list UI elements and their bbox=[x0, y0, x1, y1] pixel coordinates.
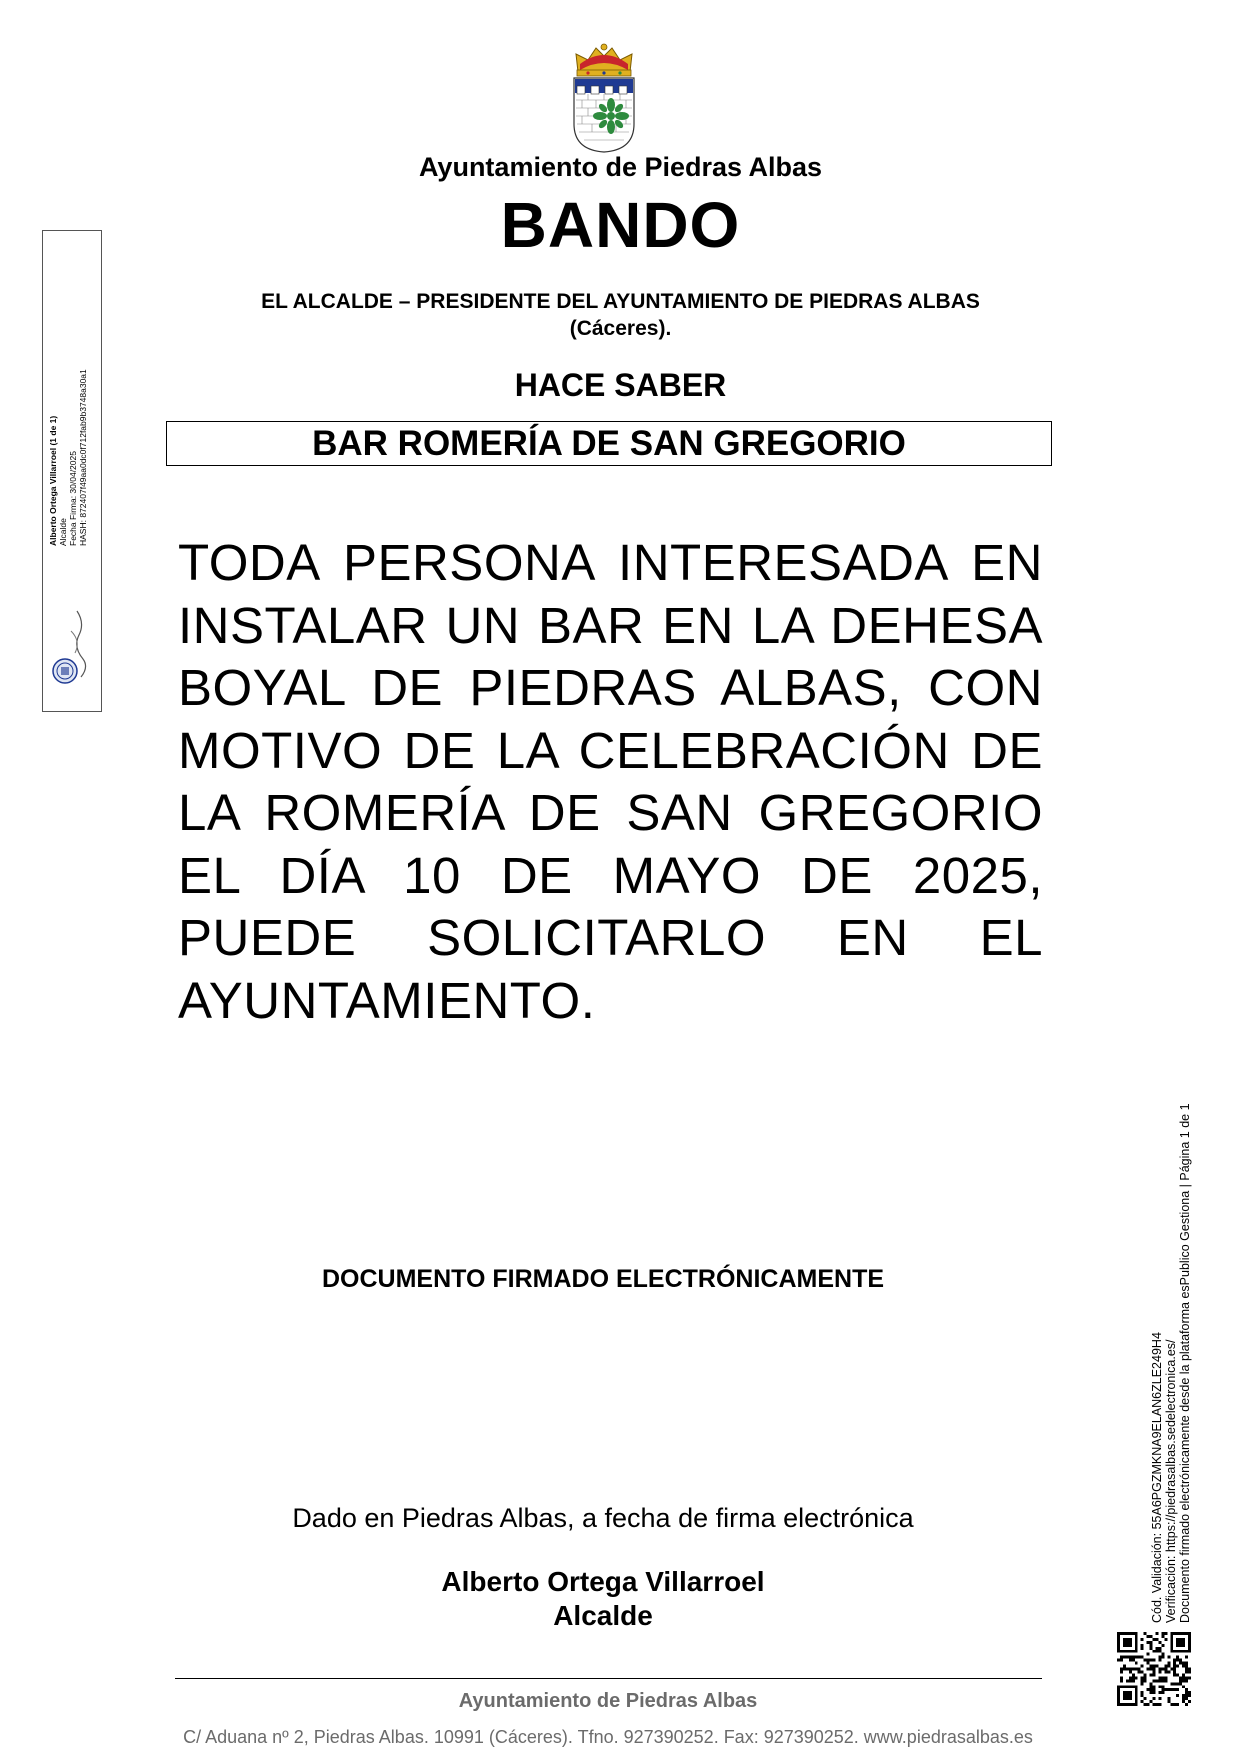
platform-note: Documento firmado electrónicamente desde la plataforma esPublico Gestiona | Página 1 de 1 bbox=[1178, 1103, 1192, 1623]
authority-heading bbox=[200, 288, 1041, 342]
signer-role: Alcalde bbox=[553, 1600, 653, 1631]
footer-address: C/ Aduana nº 2, Piedras Albas. 10991 (Cáceres). Tfno. 927390252. Fax: 927390252. www.piedrasalbas.es bbox=[183, 1727, 1033, 1747]
verification-info bbox=[1150, 1063, 1200, 1623]
authority-line-2: (Cáceres). bbox=[569, 317, 672, 340]
notice-body: TODA PERSONA INTERESADA EN INSTALAR UN BAR EN LA DEHESA BOYAL DE PIEDRAS ALBAS, CON MOTIVO DE LA CELEBRACIÓN DE LA ROMERÍA DE SAN GREGORIO EL DÍA 10 DE MAYO DE 2025, PUEDE SOLICITARLO EN EL AYUNTAMIENTO. bbox=[178, 534, 1043, 1029]
verification-url: Verificación: https://piedrasalbas.sedelectronica.es/ bbox=[1164, 1339, 1178, 1623]
qr-code-icon[interactable] bbox=[1117, 1632, 1191, 1706]
stamp-hash: HASH: 872407f49aa0dc0f712fab9b3748a30a1 bbox=[78, 369, 88, 546]
stamp-signer: Alberto Ortega Villarroel (1 de 1) bbox=[48, 415, 58, 546]
municipal-crest-logo bbox=[568, 42, 640, 154]
stamp-role: Alcalde bbox=[58, 518, 68, 546]
signature-seal-icon bbox=[51, 601, 95, 701]
stamp-date: Fecha Firma: 30/04/2025 bbox=[68, 451, 78, 546]
announcement-heading: HACE SABER bbox=[514, 367, 727, 403]
footer-divider bbox=[175, 1678, 1042, 1679]
entity-title: Ayuntamiento de Piedras Albas bbox=[418, 152, 823, 182]
footer-entity: Ayuntamiento de Piedras Albas bbox=[458, 1690, 758, 1712]
shield-icon bbox=[574, 78, 634, 152]
signer-name: Alberto Ortega Villarroel bbox=[441, 1566, 765, 1597]
crown-icon bbox=[576, 44, 632, 76]
electronic-signature-stamp bbox=[42, 230, 102, 712]
subject-box: BAR ROMERÍA DE SAN GREGORIO bbox=[166, 421, 1052, 466]
signature-stamp-text bbox=[48, 246, 88, 546]
document-type-title: BANDO bbox=[500, 189, 741, 261]
signed-electronically-note: DOCUMENTO FIRMADO ELECTRÓNICAMENTE bbox=[321, 1265, 885, 1293]
given-at-line: Dado en Piedras Albas, a fecha de firma electrónica bbox=[292, 1503, 914, 1533]
authority-line-1: EL ALCALDE – PRESIDENTE DEL AYUNTAMIENTO DE PIEDRAS ALBAS bbox=[261, 290, 980, 313]
validation-code: Cód. Validación: 55A6PGZMKNA9ELAN6ZLE249H4 bbox=[1150, 1332, 1164, 1623]
